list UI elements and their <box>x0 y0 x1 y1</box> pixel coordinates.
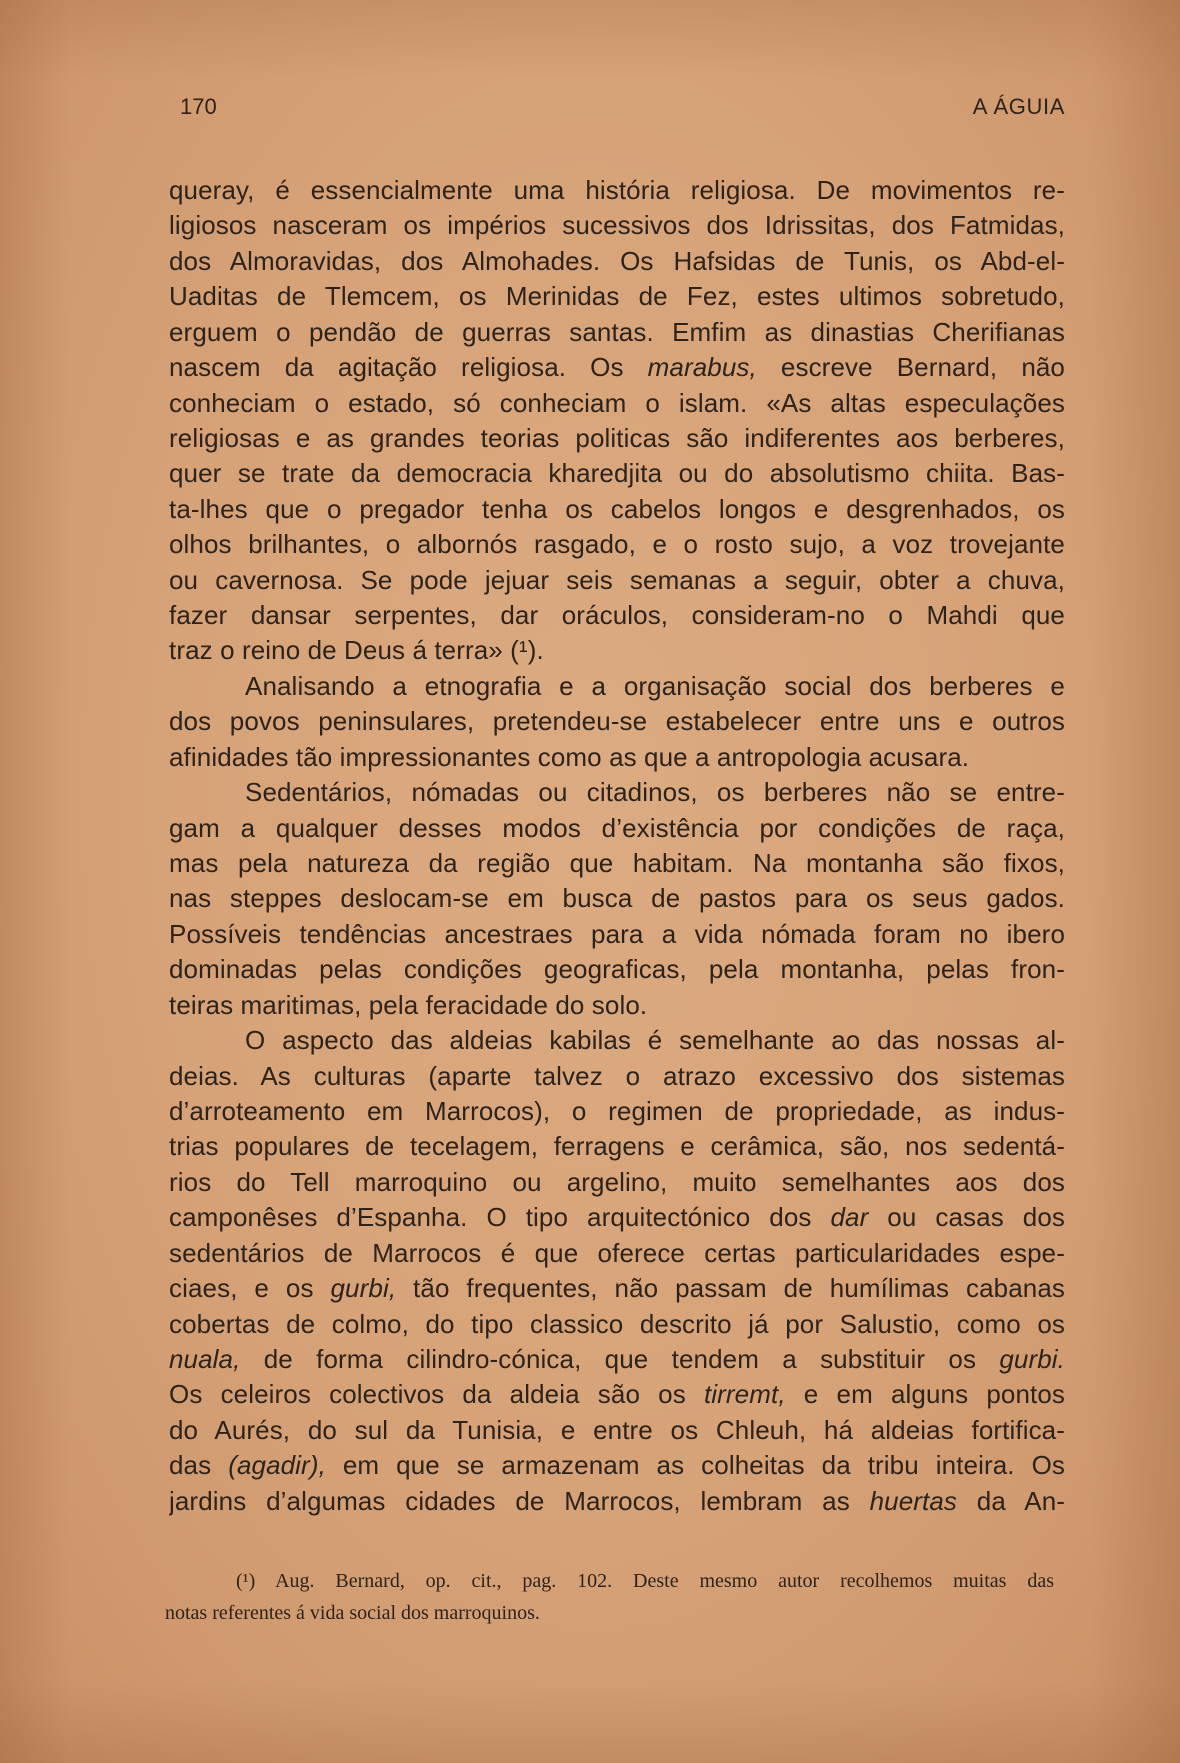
text-run: Analisando a etnografia e a organisação social dos berberes e <box>245 670 1065 701</box>
footnote-line: notas referentes á vida social dos marroquinos. <box>165 1602 540 1624</box>
italic-term: gurbi. <box>999 1343 1065 1374</box>
text-line <box>169 740 1065 775</box>
italic-term: tirremt, <box>703 1379 786 1410</box>
text-line <box>169 811 1065 846</box>
text-line <box>169 527 1065 562</box>
text-line <box>169 350 1065 385</box>
text-run: gam a qualquer desses modos d’existência por condições de raça, <box>169 812 1065 843</box>
text-run: mas pela natureza da região que habitam. Na montanha são fixos, <box>169 848 1065 879</box>
text-line <box>169 704 1065 739</box>
text-line <box>169 456 1065 491</box>
text-line <box>169 1448 1065 1483</box>
italic-term: marabus, <box>647 352 757 383</box>
text-run: ta-lhes que o pregador tenha os cabelos longos e desgrenhados, os <box>169 493 1065 524</box>
text-run: e em alguns pontos <box>785 1379 1065 1410</box>
paragraph <box>169 775 1065 1023</box>
text-run: traz o reino de Deus á terra» (¹). <box>169 635 544 666</box>
text-line <box>169 1271 1065 1306</box>
text-line <box>169 633 1065 668</box>
text-run: ligiosos nasceram os impérios sucessivos dos Idrissitas, dos Fatmidas, <box>169 210 1065 241</box>
text-run: nascem da agitação religiosa. Os <box>169 352 648 383</box>
text-line <box>169 1342 1065 1377</box>
text-run: teiras maritimas, pela feracidade do solo. <box>169 989 648 1020</box>
text-run: dos povos peninsulares, pretendeu-se estabelecer entre uns e outros <box>169 706 1065 737</box>
page-number: 170 <box>180 94 217 119</box>
text-run: ou casas dos <box>868 1202 1065 1233</box>
text-run: Uaditas de Tlemcem, os Merinidas de Fez, estes ultimos sobretudo, <box>169 281 1065 312</box>
italic-term: (agadir), <box>228 1450 326 1481</box>
text-run: do Aurés, do sul da Tunisia, e entre os Chleuh, há aldeias fortifica- <box>169 1414 1065 1445</box>
text-run: afinidades tão impressionantes como as que a antropologia acusara. <box>169 741 970 772</box>
text-line <box>169 1094 1065 1129</box>
text-line <box>169 669 1065 704</box>
text-line <box>169 1484 1065 1519</box>
text-line <box>169 1165 1065 1200</box>
text-run: erguem o pendão de guerras santas. Emfim as dinastias Cherifianas <box>169 316 1065 347</box>
running-title: A ÁGUIA <box>972 94 1065 119</box>
footnote <box>165 1565 1054 1629</box>
text-line <box>169 315 1065 350</box>
paragraph <box>169 1023 1065 1519</box>
text-line <box>169 881 1065 916</box>
text-line <box>169 1059 1065 1094</box>
text-run: em que se armazenam as colheitas da tribu inteira. Os <box>325 1450 1065 1481</box>
text-line <box>169 421 1065 456</box>
body-text <box>169 173 1065 1519</box>
text-line <box>169 1129 1065 1164</box>
text-line <box>169 952 1065 987</box>
text-run: dominadas pelas condições geograficas, pela montanha, pelas fron- <box>169 954 1065 985</box>
text-run: sedentários de Marrocos é que oferece certas particularidades espe- <box>169 1237 1065 1268</box>
text-line <box>169 279 1065 314</box>
text-run: das <box>169 1450 229 1481</box>
text-run: dos Almoravidas, dos Almohades. Os Hafsidas de Tunis, os Abd-el- <box>169 245 1065 276</box>
text-line <box>169 598 1065 633</box>
text-run: de forma cilindro-cónica, que tendem a substituir os <box>240 1343 1000 1374</box>
text-line <box>169 917 1065 952</box>
text-line <box>169 563 1065 598</box>
italic-term: nuala, <box>169 1343 241 1374</box>
text-line <box>169 208 1065 243</box>
footnote-line: (¹) Aug. Bernard, op. cit., pag. 102. Deste mesmo autor recolhemos muitas das <box>236 1570 1054 1592</box>
paragraph <box>169 669 1065 775</box>
text-run: queray, é essencialmente uma história religiosa. De movimentos re- <box>169 175 1065 205</box>
text-run: tão frequentes, não passam de humílimas cabanas <box>396 1273 1065 1304</box>
text-run: camponêses d’Espanha. O tipo arquitectónico dos <box>169 1202 831 1233</box>
text-run: Sedentários, nómadas ou citadinos, os berberes não se entre- <box>245 777 1065 808</box>
text-run: quer se trate da democracia kharedjita ou do absolutismo chiita. Bas- <box>169 458 1065 489</box>
text-run: O aspecto das aldeias kabilas é semelhante ao das nossas al- <box>245 1025 1065 1056</box>
italic-term: gurbi, <box>330 1273 397 1304</box>
text-run: Os celeiros colectivos da aldeia são os <box>169 1379 704 1410</box>
text-line <box>169 1413 1065 1448</box>
text-run: cobertas de colmo, do tipo classico descrito já por Salustio, como os <box>169 1308 1065 1339</box>
text-run: conheciam o estado, só conheciam o islam. «As altas especulações <box>169 387 1065 418</box>
text-run: deias. As culturas (aparte talvez o atrazo excessivo dos sistemas <box>169 1060 1065 1091</box>
text-run: ciaes, e os <box>169 1273 331 1304</box>
text-run: jardins d’algumas cidades de Marrocos, lembram as <box>169 1485 870 1516</box>
text-line <box>169 1377 1065 1412</box>
text-line <box>169 1307 1065 1342</box>
text-run: da An- <box>957 1485 1065 1516</box>
text-line <box>169 1023 1065 1058</box>
text-line <box>169 386 1065 421</box>
text-run: trias populares de tecelagem, ferragens e cerâmica, são, nos sedentá- <box>169 1131 1065 1162</box>
text-run: nas steppes deslocam-se em busca de pastos para os seus gados. <box>169 883 1065 914</box>
running-head <box>169 92 1065 122</box>
text-run: rios do Tell marroquino ou argelino, muito semelhantes aos dos <box>169 1166 1065 1197</box>
text-run: d’arroteamento em Marrocos), o regimen de propriedade, as indus- <box>169 1095 1065 1126</box>
text-line <box>169 1236 1065 1271</box>
text-line <box>169 244 1065 279</box>
text-run: escreve Bernard, não <box>756 352 1065 383</box>
italic-term: dar <box>830 1202 869 1233</box>
text-line <box>169 492 1065 527</box>
text-line <box>169 988 1065 1023</box>
text-line <box>169 173 1065 208</box>
text-run: religiosas e as grandes teorias politicas são indiferentes aos berberes, <box>169 422 1065 453</box>
text-run: ou cavernosa. Se pode jejuar seis semanas a seguir, obter a chuva, <box>169 564 1065 595</box>
text-run: fazer dansar serpentes, dar oráculos, consideram-no o Mahdi que <box>169 600 1065 631</box>
text-line <box>169 1200 1065 1235</box>
text-line <box>169 775 1065 810</box>
text-line <box>169 846 1065 881</box>
paragraph <box>169 173 1065 669</box>
text-run: olhos brilhantes, o albornós rasgado, e o rosto sujo, a voz trovejante <box>169 529 1065 560</box>
italic-term: huertas <box>869 1485 957 1516</box>
text-run: Possíveis tendências ancestraes para a vida nómada foram no ibero <box>169 918 1065 949</box>
